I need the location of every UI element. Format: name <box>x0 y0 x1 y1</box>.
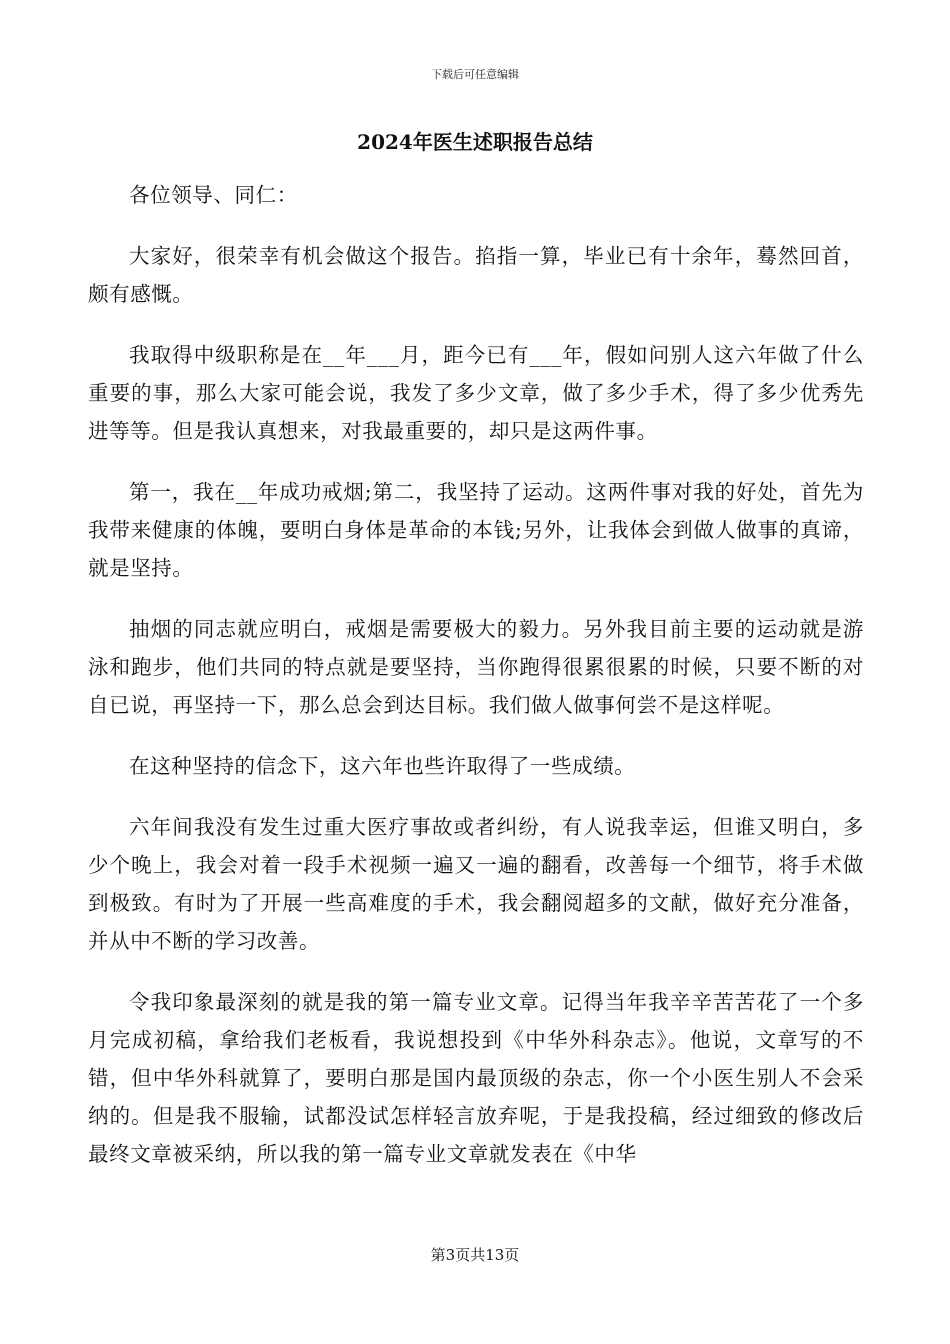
paragraph: 令我印象最深刻的就是我的第一篇专业文章。记得当年我辛辛苦苦花了一个多月完成初稿，拿给我们老板看，我说想投到《中华外科杂志》。他说，文章写的不错，但中华外科就算了，要明白那是国内最顶级的杂志，你一个小医生别人不会采纳的。但是我不服输，试都没试怎样轻言放弃呢，于是我投稿，经过细致的修改后最终文章被采纳，所以我的第一篇专业文章就发表在《中华 <box>88 990 864 1166</box>
document-body <box>88 176 864 1196</box>
document-title: 2024年医生述职报告总结 <box>357 130 593 154</box>
paragraph: 在这种坚持的信念下，这六年也些许取得了一些成绩。 <box>129 754 636 778</box>
paragraph: 我取得中级职称是在__年___月，距今已有___年，假如问别人这六年做了什么重要的事，那么大家可能会说，我发了多少文章，做了多少手术，得了多少优秀先进等等。但是我认真想来，对我最重要的，却只是这两件事。 <box>88 343 864 443</box>
paragraph: 大家好，很荣幸有机会做这个报告。掐指一算，毕业已有十余年，蓦然回首，颇有感慨。 <box>88 244 864 306</box>
header-note: 下载后可任意编辑 <box>431 68 519 81</box>
paragraph: 第一，我在__年成功戒烟;第二，我坚持了运动。这两件事对我的好处，首先为我带来健康的体魄，要明白身体是革命的本钱;另外，让我体会到做人做事的真谛，就是坚持。 <box>88 480 864 580</box>
paragraph: 抽烟的同志就应明白，戒烟是需要极大的毅力。另外我目前主要的运动就是游泳和跑步，他们共同的特点就是要坚持，当你跑得很累很累的时候，只要不断的对自已说，再坚持一下，那么总会到达目标。我们做人做事何尝不是这样呢。 <box>88 617 864 717</box>
paragraph: 六年间我没有发生过重大医疗事故或者纠纷，有人说我幸运，但谁又明白，多少个晚上，我会对着一段手术视频一遍又一遍的翻看，改善每一个细节，将手术做到极致。有时为了开展一些高难度的手术，我会翻阅超多的文献，做好充分准备，并从中不断的学习改善。 <box>88 815 864 953</box>
salutation: 各位领导、同仁： <box>129 183 298 207</box>
page-footer: 第3页共13页 <box>430 1246 520 1264</box>
